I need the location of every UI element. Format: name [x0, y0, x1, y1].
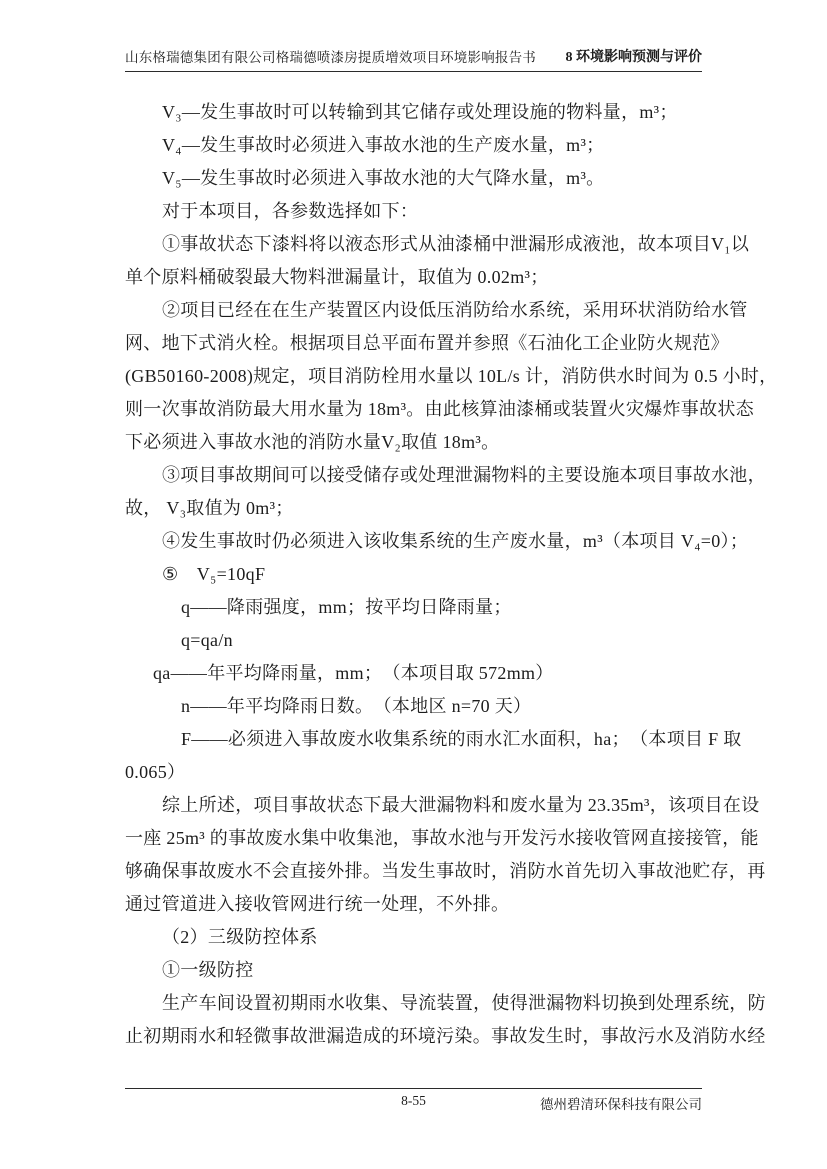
body-line-item2-b: 网、地下式消火栓。根据项目总平面布置并参照《石油化工企业防火规范》	[125, 333, 729, 353]
page-header	[125, 46, 702, 72]
body-line-item2-a: ②项目已经在在生产装置区内设低压消防给水系统，采用环状消防给水管	[162, 300, 748, 320]
body-line-summary-a: 综上所述，项目事故状态下最大泄漏物料和废水量为 23.35m³，该项目在设	[162, 795, 760, 815]
page-footer	[125, 1088, 702, 1112]
body-line-level1-text-b: 止初期雨水和轻微事故泄漏造成的环境污染。事故发生时，事故污水及消防水经	[125, 1026, 766, 1046]
body-line-v5-definition: V₅—发生事故时必须进入事故水池的大气降水量，m³。	[162, 168, 605, 188]
body-line-f-definition-b: 0.065）	[125, 762, 186, 782]
body-line-item2-c: (GB50160-2008)规定，项目消防栓用水量以 10L/s 计，消防供水时间为 0.5 小时，	[125, 366, 778, 386]
body-line-item2-e: 下必须进入事故水池的消防水量V₂取值 18m³。	[125, 432, 500, 452]
body-line-item3-a: ③项目事故期间可以接受储存或处理泄漏物料的主要设施本项目事故水池，	[162, 465, 766, 485]
body-line-level1-heading: ①一级防控	[162, 960, 254, 980]
body-line-summary-c: 够确保事故废水不会直接外排。当发生事故时，消防水首先切入事故池贮存，再	[125, 861, 766, 881]
body-line-item1-b: 单个原料桶破裂最大物料泄漏量计，取值为 0.02m³；	[125, 267, 549, 287]
body-line-section2-heading: （2）三级防控体系	[162, 927, 318, 947]
body-line-intro: 对于本项目，各参数选择如下：	[162, 201, 419, 221]
body-line-item4: ④发生事故时仍必须进入该收集系统的生产废水量，m³（本项目 V₄=0）；	[162, 531, 749, 551]
page-number: 8-55	[401, 1093, 426, 1108]
body-line-n-definition: n——年平均降雨日数。 （本地区 n=70 天）	[181, 696, 532, 716]
body-line-summary-b: 一座 25m³ 的事故废水集中收集池，事故水池与开发污水接收管网直接接管，能	[125, 828, 759, 848]
body-line-q-formula: q=qa/n	[181, 630, 233, 650]
body-line-item5-formula: ⑤ V₅=10qF	[162, 564, 266, 584]
body-line-item3-b: 故， V₃取值为 0m³；	[125, 498, 294, 518]
body-line-v3-definition: V₃—发生事故时可以转输到其它储存或处理设施的物料量，m³；	[162, 102, 678, 122]
header-chapter-title: 8 环境影响预测与评价	[565, 50, 702, 65]
header-document-title: 山东格瑞德集团有限公司格瑞德喷漆房提质增效项目环境影响报告书	[125, 50, 536, 65]
document-body	[125, 96, 778, 1053]
body-line-summary-d: 通过管道进入接收管网进行统一处理，不外排。	[125, 894, 510, 914]
body-line-v4-definition: V₄—发生事故时必须进入事故水池的生产废水量，m³；	[162, 135, 605, 155]
footer-company-name: 德州碧清环保科技有限公司	[540, 1097, 702, 1112]
body-line-q-definition: q——降雨强度，mm；按平均日降雨量；	[181, 597, 512, 617]
body-line-f-definition-a: F——必须进入事故废水收集系统的雨水汇水面积，ha； （本项目 F 取	[181, 729, 742, 749]
body-line-level1-text-a: 生产车间设置初期雨水收集、导流装置，使得泄漏物料切换到处理系统，防	[162, 993, 766, 1013]
body-line-qa-definition: qa——年平均降雨量，mm； （本项目取 572mm）	[153, 663, 554, 683]
body-line-item2-d: 则一次事故消防最大用水量为 18m³。由此核算油漆桶或装置火灾爆炸事故状态	[125, 399, 754, 419]
body-line-item1-a: ①事故状态下漆料将以液态形式从油漆桶中泄漏形成液池，故本项目V₁以	[162, 234, 750, 254]
